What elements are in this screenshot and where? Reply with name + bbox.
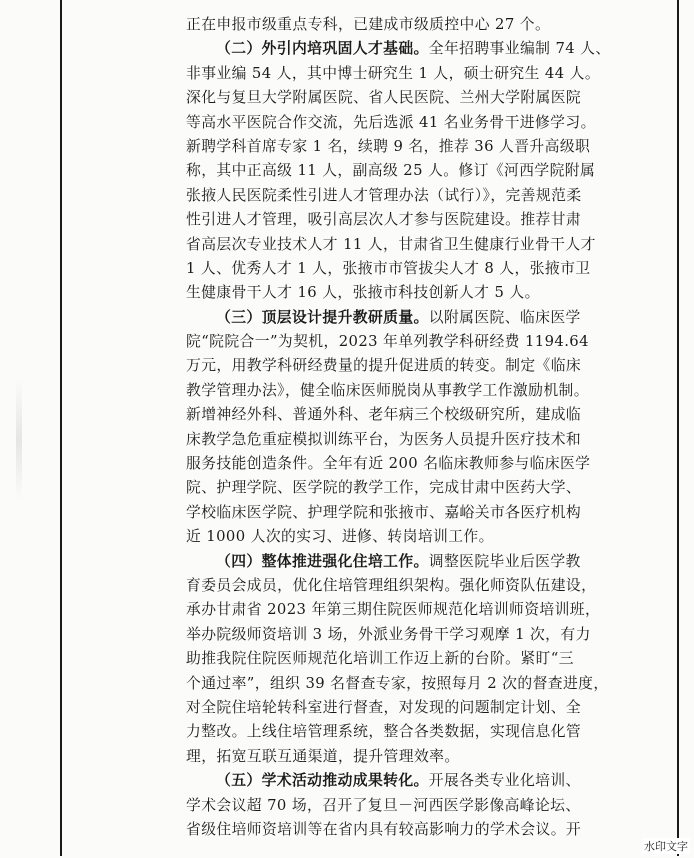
text-line: 学术会议超 70 场，召开了复旦－河西医学影像高峰论坛、 [186, 796, 581, 814]
section-heading: （五）学术活动推动成果转化。 [216, 772, 429, 790]
text-line: 助推我院住院医师规范化培训工作迈上新的台阶。紧盯“三 [186, 650, 574, 668]
section-heading: （四）整体推进强化住培工作。 [216, 552, 429, 570]
text-line: 力整改。上线住培管理系统，整合各类数据，实现信息化管 [186, 723, 582, 741]
text-line: 教学管理办法》，健全临床医师脱岗从事教学工作激励机制。 [186, 381, 589, 399]
text-line: 深化与复旦大学附属医院、省人民医院、兰州大学附属医院 [186, 89, 582, 107]
text-fragment: 全年招聘事业编制 74 人、 [428, 40, 611, 58]
text-line: 个通过率”，组织 39 名督查专家，按照每月 2 次的督查进度， [186, 674, 609, 692]
text-line: 非事业编 54 人，其中博士研究生 1 人，硕士研究生 44 人。 [186, 64, 601, 82]
scan-artifact [16, 380, 22, 500]
text-line: 万元，用教学科研经费量的提升促进质的转变。制定《临床 [186, 357, 582, 375]
text-line: 1 人、优秀人才 1 人，张掖市市管拔尖人才 8 人，张掖市卫 [186, 259, 591, 277]
text-line: 床教学急危重症模拟训练平台，为医务人员提升医疗技术和 [186, 430, 582, 448]
text-line: 省级住培师资培训等在省内具有较高影响力的学术会议。开 [186, 820, 582, 838]
text-line: 生健康骨干人才 16 人，张掖市科技创新人才 5 人。 [186, 284, 540, 302]
section-heading: （二）外引内培巩固人才基础。 [216, 40, 429, 58]
text-fragment: 开展各类专业化培训、 [428, 772, 581, 790]
text-line: 举办院级师资培训 3 场，外派业务骨干学习观摩 1 次，有力 [186, 625, 591, 643]
section-heading: （三）顶层设计提升教研质量。 [216, 308, 429, 326]
section-heading-line [186, 306, 626, 330]
text-line: 新聘学科首席专家 1 名，续聘 9 名，推荐 36 人晋升高级职 [186, 137, 591, 155]
text-line: 近 1000 人次的实习、进修、转岗培训工作。 [186, 528, 494, 546]
text-line: 张掖人民医院柔性引进人才管理办法（试行）》，完善规范柔 [186, 186, 582, 204]
text-line: 育委员会成员，优化住培管理组织架构。强化师资队伍建设， [186, 576, 597, 594]
text-line: 院、护理学院、医学院的教学工作，完成甘肃中医药大学、 [186, 479, 582, 497]
section-heading-line [186, 550, 626, 574]
text-line: 对全院住培轮转科室进行督查，对发现的问题制定计划、全 [186, 698, 582, 716]
text-line: 性引进人才管理，吸引高层次人才参与医院建设。推荐甘肃 [186, 211, 582, 229]
text-line: 称，其中正高级 11 人，副高级 25 人。修订《河西学院附属 [186, 162, 596, 180]
text-line: 理，拓宽互联互通渠道，提升管理效率。 [186, 747, 460, 765]
text-line: 学校临床医学院、护理学院和张掖市、嘉峪关市各医疗机构 [186, 503, 582, 521]
text-line: 省高层次专业技术人才 11 人，甘肃省卫生健康行业骨干人才 [186, 235, 596, 253]
text-fragment: 以附属医院、临床医学 [428, 308, 581, 326]
text-line: 等高水平医院合作交流，先后选派 41 名业务骨干进修学习。 [186, 113, 596, 131]
document-body [186, 13, 626, 842]
section-heading-line [186, 769, 626, 793]
text-line: 院“院院合一”为契机，2023 年单列教学科研经费 1194.64 [186, 333, 589, 351]
text-fragment: 调整医院毕业后医学教 [428, 552, 581, 570]
text-line: 承办甘肃省 2023 年第三期住院医师规范化培训师资培训班， [186, 601, 601, 619]
text-line: 新增神经外科、普通外科、老年病三个校级研究所，建成临 [186, 406, 582, 424]
text-line: 正在申报市级重点专科，已建成市级质控中心 27 个。 [186, 16, 551, 33]
section-heading-line [186, 37, 626, 61]
watermark-label: 水印文字 [644, 840, 688, 853]
text-line: 服务技能创造条件。全年有近 200 名临床教师参与临床医学 [186, 455, 591, 473]
